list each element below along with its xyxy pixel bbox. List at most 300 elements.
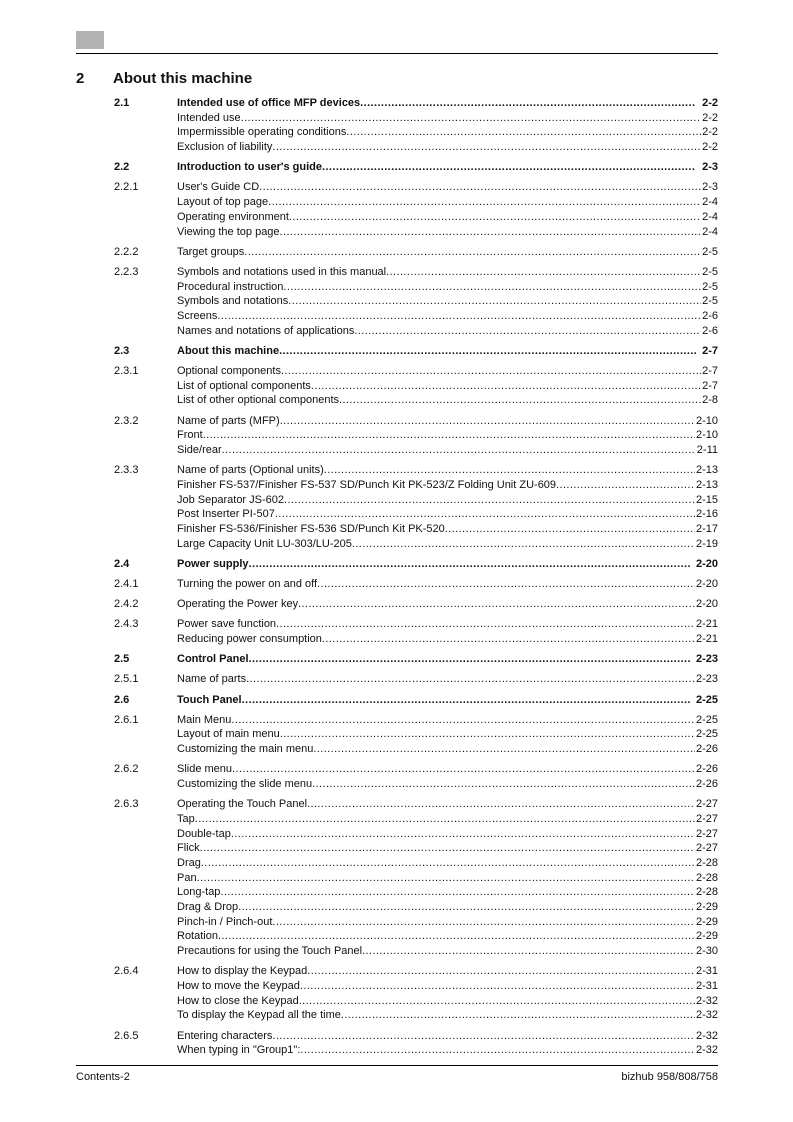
toc-section-number: 2.2.3 xyxy=(114,265,139,278)
toc-leader-line xyxy=(177,964,718,979)
toc-page-number: 2-29 xyxy=(695,915,718,928)
toc-entry-title: Operating the Touch Panel xyxy=(177,798,308,811)
toc-group xyxy=(0,577,793,592)
toc-page-number: 2-15 xyxy=(695,493,718,506)
toc-page-number: 2-21 xyxy=(695,633,718,645)
toc-dot-leader xyxy=(556,478,695,493)
toc-dot-leader xyxy=(300,1043,695,1058)
toc-page-number: 2-27 xyxy=(695,812,718,825)
toc-entry-title: Symbols and notations xyxy=(177,295,289,308)
toc-dot-leader xyxy=(317,577,695,592)
toc-leader-line xyxy=(177,900,718,915)
toc-entry-title: List of other optional components xyxy=(177,394,340,407)
toc-leader-line xyxy=(177,812,718,827)
toc-page-number: 2-32 xyxy=(695,1029,718,1042)
toc-section-heading[interactable] xyxy=(0,693,793,708)
toc-entry-title: Pinch-in / Pinch-out xyxy=(177,915,273,928)
toc-group xyxy=(0,797,793,959)
toc-page-number: 2-27 xyxy=(695,842,718,855)
toc-dot-leader xyxy=(203,428,695,443)
toc-page-number: 2-6 xyxy=(702,309,718,322)
toc-leader-line xyxy=(177,727,718,742)
toc-leader-line xyxy=(177,827,718,842)
toc-entry[interactable] xyxy=(0,225,793,240)
toc-leader-line xyxy=(177,944,718,959)
toc-page-number: 2-32 xyxy=(695,994,718,1007)
toc-leader-line xyxy=(177,777,718,792)
toc-leader-line xyxy=(177,762,718,777)
toc-entry[interactable] xyxy=(0,493,793,508)
header-rule xyxy=(76,53,718,54)
toc-leader-line xyxy=(177,885,718,900)
toc-dot-leader xyxy=(386,265,701,280)
toc-page-number: 2-10 xyxy=(695,429,718,442)
toc-page-number: 2-13 xyxy=(695,478,718,491)
toc-entry-title: Side/rear xyxy=(177,443,222,456)
toc-page-number: 2-8 xyxy=(702,394,718,407)
toc-entry-title: Control Panel xyxy=(177,653,249,666)
toc-entry[interactable] xyxy=(0,1043,793,1058)
toc-leader-line xyxy=(177,507,718,522)
toc-dot-leader xyxy=(276,617,695,632)
toc-dot-leader xyxy=(218,929,695,944)
toc-entry[interactable] xyxy=(0,672,793,687)
toc-entry-title: Operating environment xyxy=(177,210,289,223)
toc-entry-title: Main Menu xyxy=(177,713,232,726)
toc-entry[interactable] xyxy=(0,140,793,155)
chapter-number: 2 xyxy=(76,70,85,87)
toc-leader-line xyxy=(177,1043,718,1058)
toc-section-number: 2.3.3 xyxy=(114,464,139,477)
toc-page-number: 2-2 xyxy=(702,97,718,109)
toc-page-number: 2-29 xyxy=(695,930,718,943)
toc-section-number: 2.2.1 xyxy=(114,181,139,194)
toc-entry[interactable] xyxy=(0,210,793,225)
toc-group xyxy=(0,713,793,757)
toc-page-number: 2-20 xyxy=(695,577,718,590)
toc-leader-line xyxy=(177,537,718,552)
toc-dot-leader xyxy=(322,160,696,175)
toc-dot-leader xyxy=(280,225,702,240)
toc-page-number: 2-16 xyxy=(695,508,718,521)
toc-leader-line xyxy=(177,713,718,728)
toc-dot-leader xyxy=(322,632,695,647)
toc-section-number: 2.3.2 xyxy=(114,414,139,427)
toc-dot-leader xyxy=(311,379,701,394)
toc-group xyxy=(0,96,793,155)
toc-entry[interactable] xyxy=(0,885,793,900)
toc-entry[interactable] xyxy=(0,713,793,728)
toc-entry[interactable] xyxy=(0,280,793,295)
toc-leader-line xyxy=(177,522,718,537)
toc-entry[interactable] xyxy=(0,111,793,126)
toc-dot-leader xyxy=(232,762,695,777)
toc-dot-leader xyxy=(279,344,696,359)
toc-entry[interactable] xyxy=(0,393,793,408)
table-of-contents xyxy=(0,96,793,1058)
toc-entry[interactable] xyxy=(0,125,793,140)
toc-section-heading[interactable] xyxy=(0,557,793,572)
toc-leader-line xyxy=(177,443,718,458)
toc-leader-line xyxy=(177,344,718,359)
toc-entry-title: Target groups xyxy=(177,245,245,258)
toc-entry[interactable] xyxy=(0,1029,793,1044)
toc-group xyxy=(0,414,793,458)
toc-page-number: 2-17 xyxy=(695,522,718,535)
toc-section-number: 2.5 xyxy=(114,653,130,666)
toc-entry[interactable] xyxy=(0,944,793,959)
header-gray-block xyxy=(76,31,104,49)
toc-entry[interactable] xyxy=(0,324,793,339)
toc-entry[interactable] xyxy=(0,245,793,260)
toc-section-number: 2.6.2 xyxy=(114,763,139,776)
toc-dot-leader xyxy=(249,557,690,572)
toc-leader-line xyxy=(177,672,718,687)
toc-page-number: 2-26 xyxy=(695,743,718,756)
toc-page-number: 2-4 xyxy=(702,210,718,223)
toc-entry-title: Post Inserter PI-507 xyxy=(177,508,275,521)
toc-dot-leader xyxy=(346,125,701,140)
toc-section-number: 2.1 xyxy=(114,97,130,109)
toc-entry-title: Job Separator JS-602 xyxy=(177,493,285,506)
toc-page-number: 2-29 xyxy=(695,901,718,913)
toc-entry[interactable] xyxy=(0,309,793,324)
toc-dot-leader xyxy=(339,393,701,408)
toc-page-number: 2-25 xyxy=(695,728,718,741)
toc-entry[interactable] xyxy=(0,577,793,592)
toc-entry-title: When typing in "Group1": xyxy=(177,1044,301,1057)
toc-group xyxy=(0,557,793,572)
toc-page-number: 2-25 xyxy=(695,713,718,726)
toc-entry-title: Name of parts xyxy=(177,673,247,686)
toc-entry[interactable] xyxy=(0,915,793,930)
toc-dot-leader xyxy=(284,493,695,508)
toc-entry[interactable] xyxy=(0,379,793,394)
toc-dot-leader xyxy=(231,827,695,842)
toc-entry-title: Finisher FS-537/Finisher FS-537 SD/Punch Kit PK-523/Z Folding Unit ZU-609 xyxy=(177,478,557,491)
toc-dot-leader xyxy=(280,414,695,429)
toc-group xyxy=(0,344,793,359)
toc-dot-leader xyxy=(362,944,695,959)
toc-entry-title: Reducing power consumption xyxy=(177,633,322,645)
toc-leader-line xyxy=(177,478,718,493)
toc-group xyxy=(0,265,793,338)
toc-dot-leader xyxy=(288,294,701,309)
toc-leader-line xyxy=(177,379,718,394)
footer-page-label: Contents-2 xyxy=(76,1071,130,1083)
toc-section-number: 2.6.5 xyxy=(114,1029,139,1042)
toc-leader-line xyxy=(177,225,718,240)
toc-page-number: 2-10 xyxy=(695,414,718,427)
footer-model-name: bizhub 958/808/758 xyxy=(621,1071,718,1083)
toc-page-number: 2-30 xyxy=(695,945,718,958)
toc-leader-line xyxy=(177,557,718,572)
toc-entry-title: Pan xyxy=(177,871,197,884)
toc-page-number: 2-23 xyxy=(695,653,718,666)
toc-group xyxy=(0,1029,793,1058)
toc-dot-leader xyxy=(197,871,695,886)
toc-dot-leader xyxy=(300,979,695,994)
toc-entry-title: Intended use xyxy=(177,111,241,124)
toc-entry[interactable] xyxy=(0,632,793,647)
toc-leader-line xyxy=(177,265,718,280)
toc-entry-title: Intended use of office MFP devices xyxy=(177,97,361,109)
toc-entry[interactable] xyxy=(0,841,793,856)
toc-entry-title: User's Guide CD xyxy=(177,181,260,194)
toc-group xyxy=(0,672,793,687)
toc-entry[interactable] xyxy=(0,742,793,757)
toc-entry[interactable] xyxy=(0,522,793,537)
toc-leader-line xyxy=(177,180,718,195)
toc-leader-line xyxy=(177,294,718,309)
toc-leader-line xyxy=(177,979,718,994)
toc-leader-line xyxy=(177,428,718,443)
toc-entry[interactable] xyxy=(0,994,793,1009)
toc-dot-leader xyxy=(217,309,701,324)
toc-page-number: 2-28 xyxy=(695,856,718,869)
toc-entry[interactable] xyxy=(0,443,793,458)
toc-group xyxy=(0,597,793,612)
toc-entry-title: Operating the Power key xyxy=(177,598,299,611)
toc-leader-line xyxy=(177,324,718,339)
toc-page-number: 2-32 xyxy=(695,1044,718,1057)
toc-dot-leader xyxy=(445,522,695,537)
toc-page-number: 2-5 xyxy=(702,295,718,308)
toc-leader-line xyxy=(177,160,718,175)
toc-page-number: 2-4 xyxy=(702,196,718,209)
toc-group xyxy=(0,245,793,260)
toc-leader-line xyxy=(177,597,718,612)
toc-page-number: 2-28 xyxy=(695,871,718,884)
toc-page-number: 2-21 xyxy=(695,618,718,631)
toc-entry[interactable] xyxy=(0,265,793,280)
footer-rule xyxy=(76,1065,718,1066)
toc-dot-leader xyxy=(352,537,695,552)
toc-leader-line xyxy=(177,1008,718,1023)
toc-leader-line xyxy=(177,210,718,225)
toc-entry[interactable] xyxy=(0,478,793,493)
toc-page-number: 2-26 xyxy=(695,763,718,776)
toc-page-number: 2-31 xyxy=(695,965,718,978)
toc-page-number: 2-2 xyxy=(702,141,718,154)
toc-leader-line xyxy=(177,994,718,1009)
toc-leader-line xyxy=(177,929,718,944)
toc-page-number: 2-7 xyxy=(702,379,718,392)
toc-leader-line xyxy=(177,871,718,886)
toc-entry-title: Power save function xyxy=(177,618,277,631)
toc-entry-title: Entering characters xyxy=(177,1029,273,1042)
toc-entry-title: Optional components xyxy=(177,365,281,377)
toc-dot-leader xyxy=(220,885,695,900)
toc-entry-title: Customizing the slide menu xyxy=(177,778,313,790)
toc-dot-leader xyxy=(201,856,695,871)
toc-leader-line xyxy=(177,309,718,324)
toc-entry[interactable] xyxy=(0,1008,793,1023)
toc-leader-line xyxy=(177,125,718,140)
toc-entry[interactable] xyxy=(0,797,793,812)
toc-page-number: 2-5 xyxy=(702,245,718,258)
toc-group xyxy=(0,160,793,175)
toc-entry-title: Precautions for using the Touch Panel xyxy=(177,945,363,958)
toc-entry[interactable] xyxy=(0,364,793,379)
toc-section-number: 2.4.1 xyxy=(114,577,139,590)
toc-entry-title: To display the Keypad all the time xyxy=(177,1009,341,1022)
toc-entry-title: Introduction to user's guide xyxy=(177,161,323,174)
toc-entry[interactable] xyxy=(0,294,793,309)
toc-leader-line xyxy=(177,493,718,508)
toc-section-heading[interactable] xyxy=(0,344,793,359)
toc-section-number: 2.3.1 xyxy=(114,365,139,377)
toc-entry[interactable] xyxy=(0,537,793,552)
toc-section-number: 2.6.4 xyxy=(114,965,139,978)
toc-page-number: 2-26 xyxy=(695,778,718,790)
toc-section-number: 2.2.2 xyxy=(114,245,139,258)
toc-entry-title: Finisher FS-536/Finisher FS-536 SD/Punch Kit PK-520 xyxy=(177,522,445,535)
toc-entry[interactable] xyxy=(0,727,793,742)
toc-entry-title: Name of parts (MFP) xyxy=(177,414,280,427)
toc-dot-leader xyxy=(312,777,695,792)
toc-section-number: 2.4.3 xyxy=(114,618,139,631)
toc-entry-title: Layout of top page xyxy=(177,196,269,209)
toc-leader-line xyxy=(177,577,718,592)
toc-entry-title: Touch Panel xyxy=(177,693,242,706)
toc-entry[interactable] xyxy=(0,827,793,842)
toc-page-number: 2-19 xyxy=(695,537,718,550)
toc-entry[interactable] xyxy=(0,777,793,792)
toc-entry-title: Names and notations of applications xyxy=(177,324,355,337)
toc-leader-line xyxy=(177,393,718,408)
toc-dot-leader xyxy=(275,507,695,522)
toc-entry[interactable] xyxy=(0,856,793,871)
toc-entry-title: Long-tap xyxy=(177,886,221,899)
toc-entry-title: Procedural instruction xyxy=(177,280,284,293)
toc-section-number: 2.4.2 xyxy=(114,598,139,611)
toc-page-number: 2-25 xyxy=(695,693,718,706)
toc-leader-line xyxy=(177,693,718,708)
toc-entry[interactable] xyxy=(0,414,793,429)
toc-section-number: 2.2 xyxy=(114,161,130,174)
toc-page-number: 2-5 xyxy=(702,280,718,293)
toc-entry-title: Symbols and notations used in this manual xyxy=(177,265,387,278)
toc-dot-leader xyxy=(222,443,696,458)
toc-page-number: 2-5 xyxy=(702,265,718,278)
toc-page-number: 2-27 xyxy=(695,798,718,811)
toc-leader-line xyxy=(177,195,718,210)
toc-dot-leader xyxy=(246,672,695,687)
toc-page-number: 2-7 xyxy=(702,365,718,377)
toc-group xyxy=(0,762,793,791)
toc-entry-title: Double-tap xyxy=(177,827,231,840)
toc-entry[interactable] xyxy=(0,871,793,886)
toc-entry[interactable] xyxy=(0,979,793,994)
toc-leader-line xyxy=(177,280,718,295)
toc-page-number: 2-3 xyxy=(702,161,718,174)
toc-entry[interactable] xyxy=(0,507,793,522)
toc-section-heading[interactable] xyxy=(0,96,793,111)
toc-section-number: 2.6.1 xyxy=(114,713,139,726)
toc-entry-title: How to close the Keypad xyxy=(177,994,299,1007)
toc-leader-line xyxy=(177,841,718,856)
toc-leader-line xyxy=(177,463,718,478)
toc-page-number: 2-4 xyxy=(702,225,718,238)
toc-page-number: 2-6 xyxy=(702,324,718,337)
toc-leader-line xyxy=(177,140,718,155)
toc-dot-leader xyxy=(259,180,701,195)
toc-page-number: 2-32 xyxy=(695,1009,718,1022)
toc-entry-title: Large Capacity Unit LU-303/LU-205 xyxy=(177,537,352,550)
toc-group xyxy=(0,364,793,408)
toc-entry[interactable] xyxy=(0,812,793,827)
toc-group xyxy=(0,463,793,551)
toc-entry-title: Layout of main menu xyxy=(177,728,280,741)
toc-dot-leader xyxy=(313,742,695,757)
toc-dot-leader xyxy=(298,597,695,612)
toc-section-number: 2.5.1 xyxy=(114,673,139,686)
toc-page-number: 2-31 xyxy=(695,979,718,992)
toc-dot-leader xyxy=(272,1029,695,1044)
toc-entry[interactable] xyxy=(0,180,793,195)
toc-leader-line xyxy=(177,96,718,111)
toc-entry[interactable] xyxy=(0,762,793,777)
toc-entry[interactable] xyxy=(0,463,793,478)
toc-dot-leader xyxy=(289,210,701,225)
toc-page-number: 2-2 xyxy=(702,111,718,124)
toc-leader-line xyxy=(177,797,718,812)
chapter-title: About this machine xyxy=(113,70,253,87)
toc-dot-leader xyxy=(272,140,701,155)
toc-dot-leader xyxy=(341,1008,695,1023)
toc-page-number: 2-11 xyxy=(696,443,718,456)
toc-entry-title: Drag xyxy=(177,856,201,869)
toc-dot-leader xyxy=(231,713,695,728)
toc-entry-title: Exclusion of liability xyxy=(177,141,273,154)
toc-entry[interactable] xyxy=(0,900,793,915)
toc-entry[interactable] xyxy=(0,617,793,632)
toc-leader-line xyxy=(177,915,718,930)
toc-entry[interactable] xyxy=(0,597,793,612)
toc-leader-line xyxy=(177,856,718,871)
toc-entry[interactable] xyxy=(0,428,793,443)
toc-entry-title: Viewing the top page xyxy=(177,225,280,238)
toc-entry-title: How to display the Keypad xyxy=(177,965,308,978)
toc-entry-title: How to move the Keypad xyxy=(177,979,300,992)
toc-dot-leader xyxy=(307,964,695,979)
toc-section-heading[interactable] xyxy=(0,160,793,175)
toc-entry-title: Customizing the main menu xyxy=(177,743,314,756)
toc-entry[interactable] xyxy=(0,964,793,979)
toc-entry-title: Tap xyxy=(177,812,195,825)
toc-entry[interactable] xyxy=(0,929,793,944)
toc-group xyxy=(0,693,793,708)
toc-dot-leader xyxy=(272,915,695,930)
toc-dot-leader xyxy=(307,797,695,812)
toc-dot-leader xyxy=(324,463,695,478)
toc-leader-line xyxy=(177,245,718,260)
toc-section-number: 2.4 xyxy=(114,557,130,570)
toc-group xyxy=(0,617,793,646)
toc-dot-leader xyxy=(200,841,695,856)
toc-leader-line xyxy=(177,632,718,647)
toc-dot-leader xyxy=(238,900,695,915)
toc-entry[interactable] xyxy=(0,195,793,210)
toc-dot-leader xyxy=(249,652,690,667)
toc-entry-title: Screens xyxy=(177,309,218,322)
toc-entry-title: List of optional components xyxy=(177,379,311,392)
toc-entry-title: Impermissible operating conditions xyxy=(177,126,347,139)
toc-leader-line xyxy=(177,1029,718,1044)
toc-section-heading[interactable] xyxy=(0,652,793,667)
toc-entry-title: Power supply xyxy=(177,557,249,570)
